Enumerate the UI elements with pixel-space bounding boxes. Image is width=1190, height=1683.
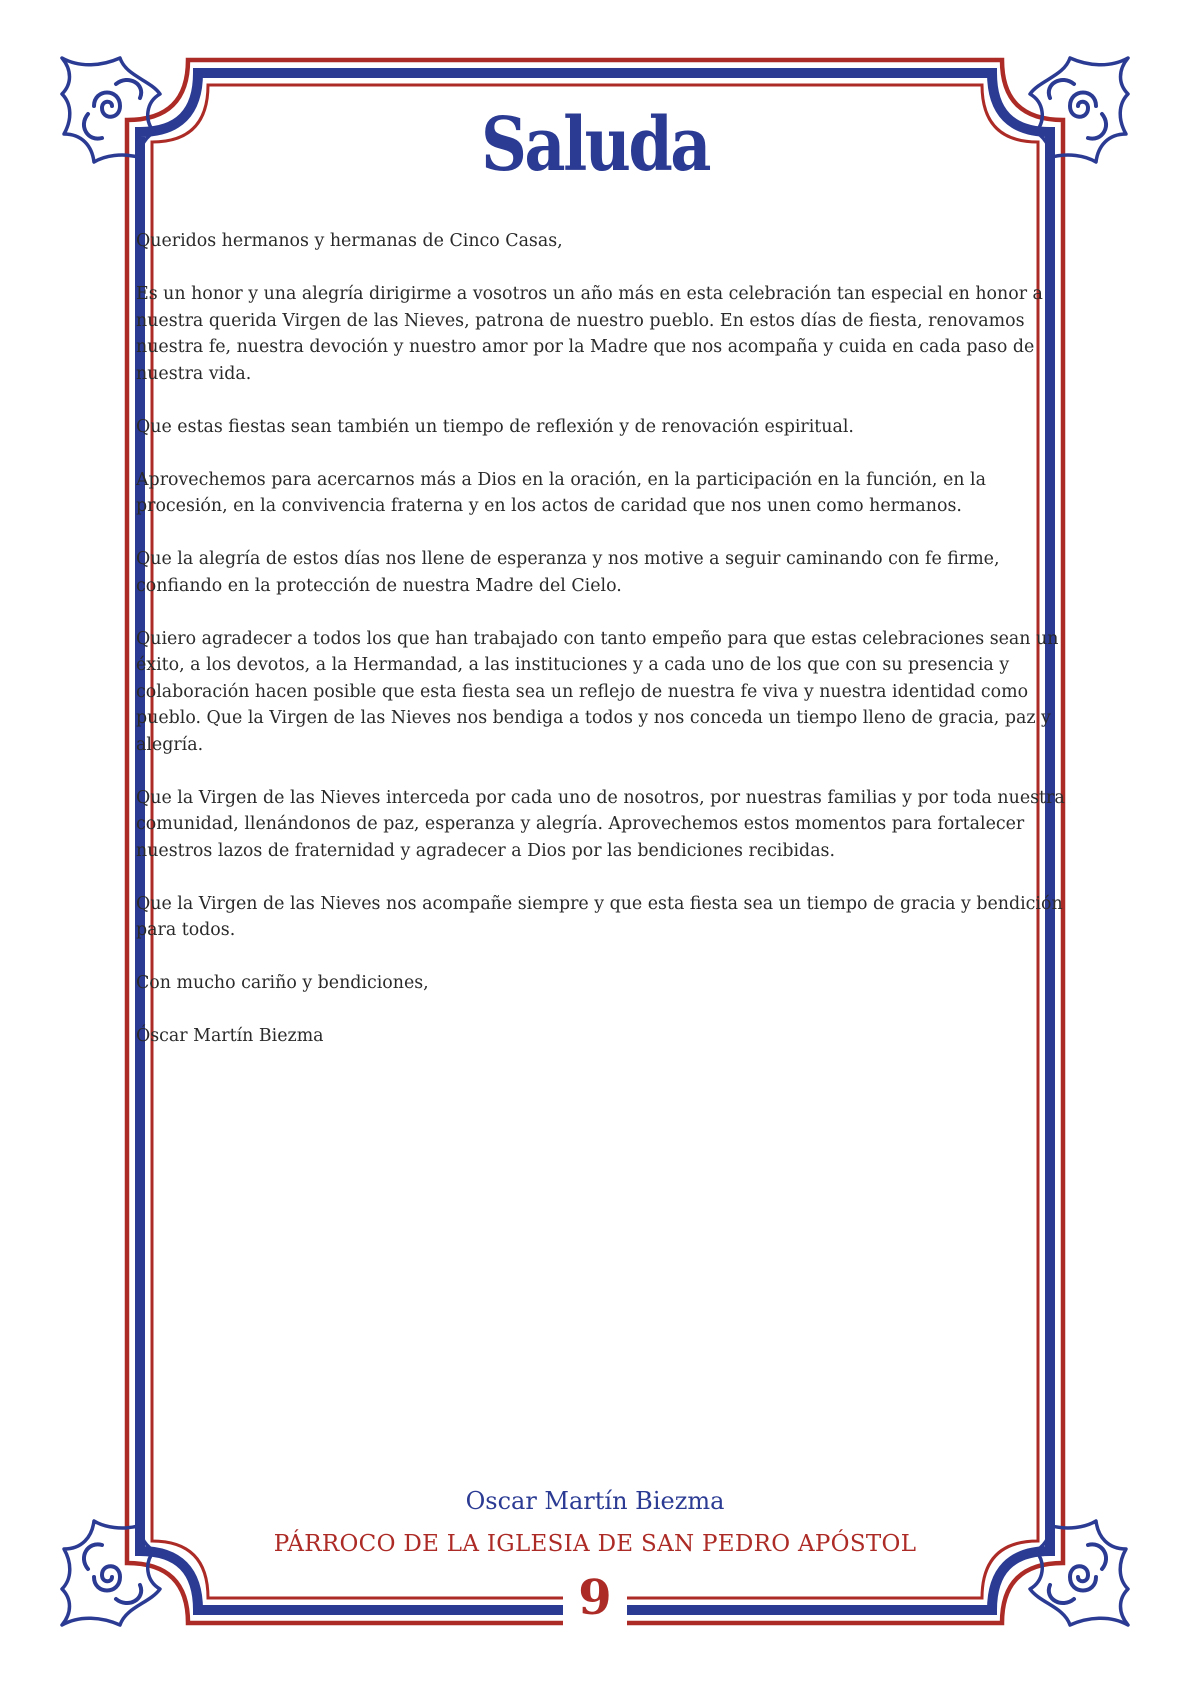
paragraph: Que la alegría de estos días nos llene de esperanza y nos motive a seguir caminando con fe firme, confiando en la protección de nuestra Madre del Cielo. (136, 549, 1000, 596)
paragraph: Que la Virgen de las Nieves nos acompañe siempre y que esta fiesta sea un tiempo de gracia y bendición para todos. (136, 893, 1063, 940)
author-name: Oscar Martín Biezma (465, 1487, 725, 1515)
paragraph: Es un honor y una alegría dirigirme a vosotros un año más en esta celebración tan especial en honor a nuestra querida Virgen de las Nieves, patrona de nuestro pueblo. En estos días de fiesta, renovamos nuestra fe, nuestra devoción y nuestro amor por la Madre que nos acompaña y cuida en cada paso de nuestra vida. (136, 284, 1043, 384)
page-number: 9 (578, 1570, 612, 1626)
paragraph: Aprovechemos para acercarnos más a Dios en la oración, en la participación en la función, en la procesión, en la convivencia fraterna y en los actos de caridad que nos unen como hermanos. (136, 469, 986, 516)
letter-body (136, 228, 1076, 1076)
signature-line: Óscar Martín Biezma (136, 1026, 324, 1046)
page-title: Saluda (481, 102, 709, 188)
paragraph: Que la Virgen de las Nieves interceda por cada uno de nosotros, por nuestras familias y por toda nuestra comunidad, llenándonos de paz, esperanza y alegría. Aprovechemos estos momentos para fortalecer nuestros lazos de fraternidad y agradecer a Dios por las bendiciones recibidas. (136, 787, 1065, 861)
author-role: PÁRROCO DE LA IGLESIA DE SAN PEDRO APÓSTOL (273, 1531, 917, 1557)
paragraph: Que estas fiestas sean también un tiempo de reflexión y de renovación espiritual. (136, 416, 854, 437)
paragraph: Quiero agradecer a todos los que han trabajado con tanto empeño para que estas celebraciones sean un éxito, a los devotos, a la Hermandad, a las instituciones y a cada uno de los que con su presencia y colaboración hacen posible que esta fiesta sea un reflejo de nuestra fe viva y nuestra identidad como pueblo. Que la Virgen de las Nieves nos bendiga a todos y nos conceda un tiempo lleno de gracia, paz y alegría. (136, 628, 1059, 755)
paragraph: Queridos hermanos y hermanas de Cinco Casas, (136, 231, 563, 251)
closing-line: Con mucho cariño y bendiciones, (136, 973, 429, 993)
